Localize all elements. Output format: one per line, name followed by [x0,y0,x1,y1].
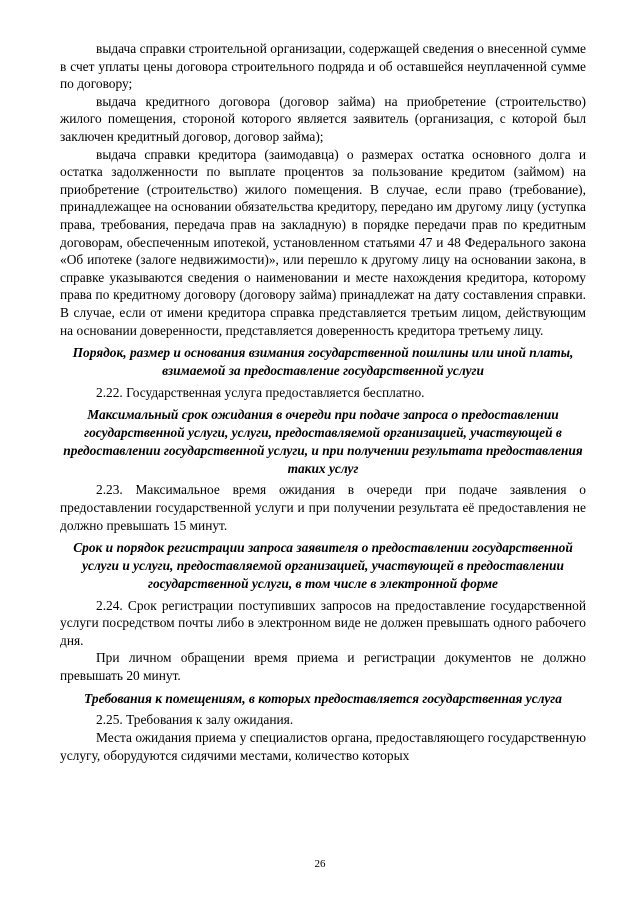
paragraph-2-24: 2.24. Срок регистрации поступивших запросов на предоставление государственной услуги посредством почты либо в электронном виде не должен превышать одного рабочего дня. [60,597,586,648]
paragraph-2-22: 2.22. Государственная услуга предоставляется бесплатно. [96,384,425,400]
paragraph-waiting-places: Места ожидания приема у специалистов органа, предоставляющего государственную услугу, оборудуются сидячими местами, количество которых [60,730,586,763]
paragraph-2-23: 2.23. Максимальное время ожидания в очереди при подаче заявления о предоставлении государственной услуги и при получении результата её предоставления не должно превышать 15 минут. [60,482,586,533]
paragraph-2-25: 2.25. Требования к залу ожидания. [96,712,294,728]
heading-state-fee: Порядок, размер и основания взимания государственной пошлины или иной платы, взимаемой за предоставление государственной услуги [72,345,574,378]
paragraph-creditor-certificate: выдача справки кредитора (заимодавца) о размерах остатка основного долга и остатка задолженности по выплате процентов за пользование кредитом (займом) на приобретение (строительство) жилого помещения. В случае, если право (требование), принадлежащее на основании обязательства кредитору, передано им другому лицу (уступка права, требования, передача прав на закладную) в порядке передачи прав по кредитным договорам, обеспеченным ипотекой, установленном статьями 47 и 48 Федерального закона «Об ипотеке (залоге недвижимости)», или перешло к другому лицу на основании закона, в справке указываются сведения о наименовании и месте нахождения кредитора, которому права по кредитному договору (договору займа) принадлежат на дату составления справки. В случае, если от имени кредитора справка представляется третьим лицом, действующим на основании доверенности, представляется доверенность кредитора третьему лицу. [60,146,586,338]
heading-registration-term: Срок и порядок регистрации запроса заявителя о предоставлении государственной услуги и услуги, предоставляемой организацией, участвующей в предоставлении государственной услуги, в том числе в электронной форме [73,540,573,591]
document-body [60,40,586,764]
paragraph-personal-visit: При личном обращении время приема и регистрации документов не должно превышать 20 минут. [60,650,586,684]
paragraph-credit-agreement: выдача кредитного договора (договор займа) на приобретение (строительство) жилого помещения, стороной которого является заявитель (организация, с которой был заключен кредитный договор, договор займа); [60,93,586,144]
paragraph-construction-certificate: выдача справки строительной организации, содержащей сведения о внесенной сумме в счет уплаты цены договора строительного подряда и об оставшейся неуплаченной сумме по договору; [60,41,586,92]
page-number: 26 [314,858,326,870]
heading-premises-requirements: Требования к помещениям, в которых предоставляется государственная услуга [84,690,562,706]
heading-max-waiting-time: Максимальный срок ожидания в очереди при подаче запроса о предоставлении государственной услуги, услуги, предоставляемой организацией, участвующей в предоставлении государственной услуги, и при получении результата предоставления таких услуг [63,407,583,476]
